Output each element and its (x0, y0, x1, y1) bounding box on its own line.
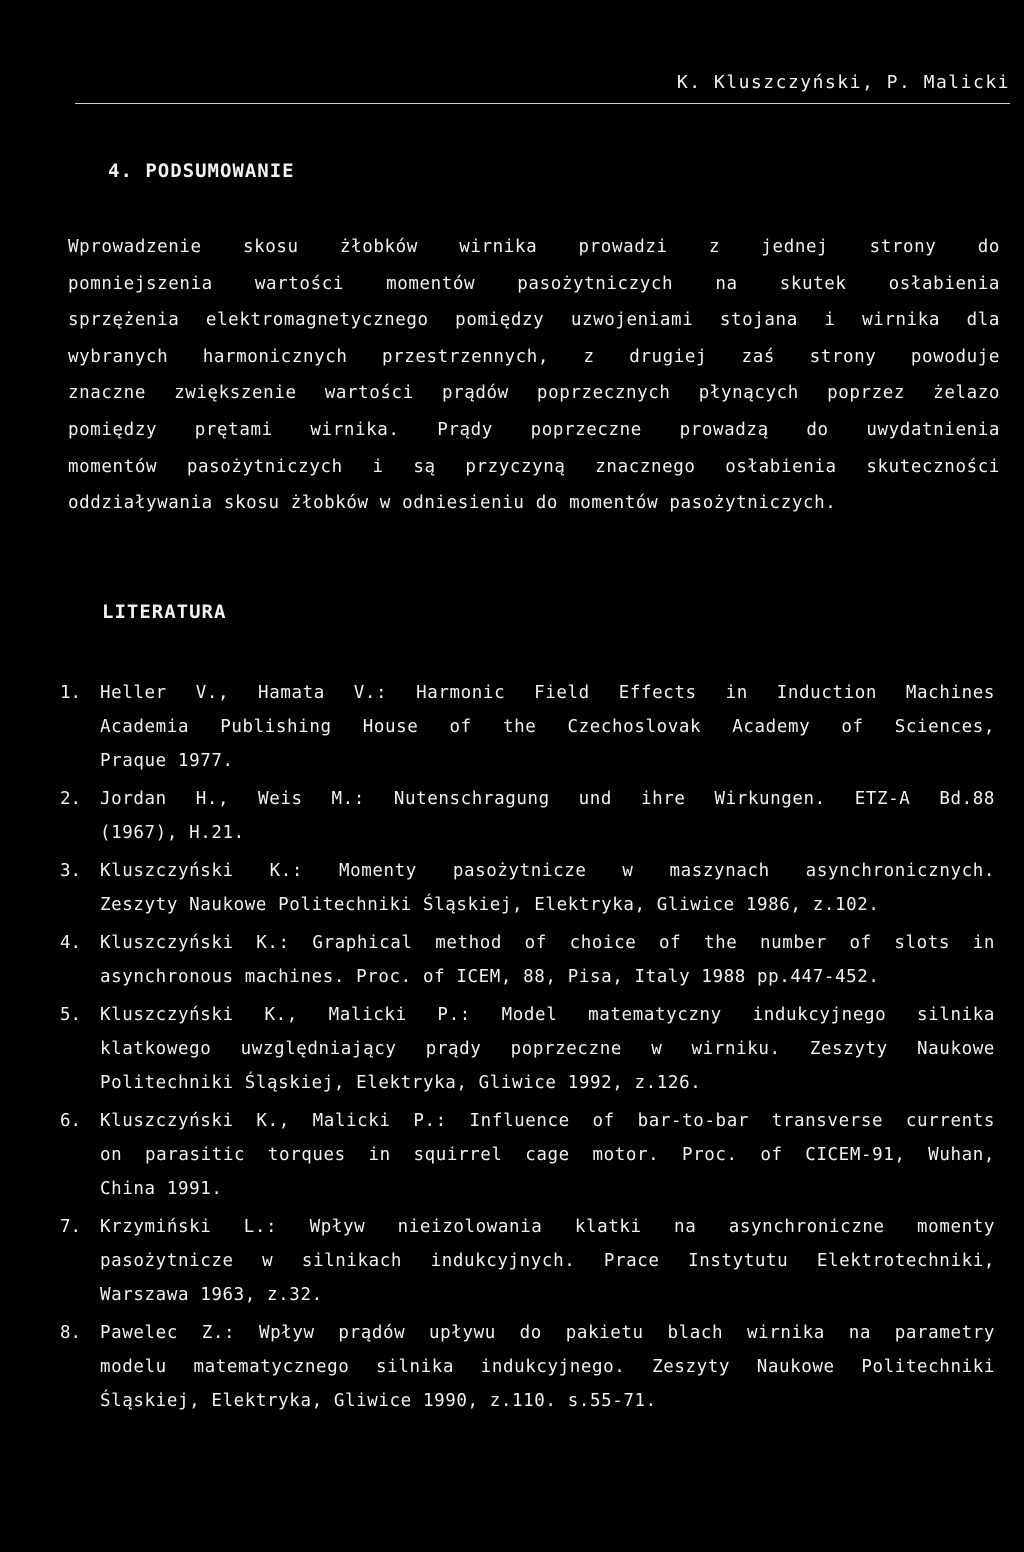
reference-body (100, 782, 995, 850)
reference-number: 4. (60, 933, 82, 953)
reference-line: Krzymiński L.: Wpływ nieizolowania klatki na asynchroniczne momenty (100, 1217, 995, 1237)
reference-body (100, 676, 995, 778)
reference-line: Kluszczyński K.: Graphical method of choice of the number of slots in (100, 933, 995, 953)
reference-body (100, 998, 995, 1100)
reference-item (60, 1316, 995, 1418)
reference-line: Kluszczyński K., Malicki P.: Influence of bar-to-bar transverse currents (100, 1111, 995, 1131)
reference-number: 8. (60, 1323, 82, 1343)
paragraph-line: sprzężenia elektromagnetycznego pomiędzy uzwojeniami stojana i wirnika dla (68, 310, 1000, 331)
paragraph-line: znaczne zwiększenie wartości prądów poprzecznych płynących poprzez żelazo (68, 383, 1000, 404)
reference-item (60, 1210, 995, 1312)
running-header: K. Kluszczyński, P. Malicki (676, 72, 1010, 93)
reference-body (100, 1316, 995, 1418)
reference-item (60, 676, 995, 778)
reference-line: Kluszczyński K.: Momenty pasożytnicze w maszynach asynchronicznych. (100, 861, 995, 881)
reference-number: 2. (60, 789, 82, 809)
reference-item (60, 1104, 995, 1206)
reference-line: Śląskiej, Elektryka, Gliwice 1990, z.110. s.55-71. (100, 1391, 657, 1411)
reference-line: klatkowego uwzględniający prądy poprzeczne w wirniku. Zeszyty Naukowe (100, 1039, 995, 1059)
reference-item (60, 926, 995, 994)
reference-line: Zeszyty Naukowe Politechniki Śląskiej, Elektryka, Gliwice 1986, z.102. (100, 895, 880, 915)
reference-number: 7. (60, 1217, 82, 1237)
reference-number: 6. (60, 1111, 82, 1131)
reference-line: Heller V., Hamata V.: Harmonic Field Effects in Induction Machines (100, 683, 995, 703)
reference-number: 5. (60, 1005, 82, 1025)
reference-line: (1967), H.21. (100, 823, 245, 843)
reference-line: asynchronous machines. Proc. of ICEM, 88, Pisa, Italy 1988 pp.447-452. (100, 967, 880, 987)
reference-line: Kluszczyński K., Malicki P.: Model matematyczny indukcyjnego silnika (100, 1005, 995, 1025)
paragraph-line: pomniejszenia wartości momentów pasożytniczych na skutek osłabienia (68, 273, 1000, 294)
reference-line: Warszawa 1963, z.32. (100, 1285, 323, 1305)
header-rule (75, 103, 1010, 104)
reference-line: modelu matematycznego silnika indukcyjnego. Zeszyty Naukowe Politechniki (100, 1357, 995, 1377)
reference-body (100, 854, 995, 922)
reference-line: China 1991. (100, 1179, 223, 1199)
paragraph-line: wybranych harmonicznych przestrzennych, z drugiej zaś strony powoduje (68, 346, 1000, 367)
reference-item (60, 782, 995, 850)
summary-paragraph (68, 237, 1000, 530)
reference-item (60, 854, 995, 922)
paragraph-line: pomiędzy prętami wirnika. Prądy poprzeczne prowadzą do uwydatnienia (68, 419, 1000, 440)
reference-line: Academia Publishing House of the Czechoslovak Academy of Sciences, (100, 717, 995, 737)
literature-title: LITERATURA (102, 601, 227, 623)
reference-number: 1. (60, 683, 82, 703)
reference-line: Praque 1977. (100, 751, 234, 771)
reference-line: Pawelec Z.: Wpływ prądów upływu do pakietu blach wirnika na parametry (100, 1323, 995, 1343)
reference-line: pasożytnicze w silnikach indukcyjnych. Prace Instytutu Elektrotechniki, (100, 1251, 995, 1271)
reference-body (100, 1104, 995, 1206)
reference-body (100, 926, 995, 994)
paragraph-line: oddziaływania skosu żłobków w odniesieniu do momentów pasożytniczych. (68, 493, 837, 514)
reference-list (60, 676, 995, 1422)
reference-number: 3. (60, 861, 82, 881)
section-title: 4. PODSUMOWANIE (108, 160, 295, 182)
reference-line: on parasitic torques in squirrel cage motor. Proc. of CICEM-91, Wuhan, (100, 1145, 995, 1165)
reference-body (100, 1210, 995, 1312)
paragraph-line: momentów pasożytniczych i są przyczyną znacznego osłabienia skuteczności (68, 456, 1000, 477)
paragraph-line: Wprowadzenie skosu żłobków wirnika prowadzi z jednej strony do (68, 237, 1000, 257)
reference-item (60, 998, 995, 1100)
reference-line: Jordan H., Weis M.: Nutenschragung und ihre Wirkungen. ETZ-A Bd.88 (100, 789, 995, 809)
reference-line: Politechniki Śląskiej, Elektryka, Gliwice 1992, z.126. (100, 1073, 702, 1093)
